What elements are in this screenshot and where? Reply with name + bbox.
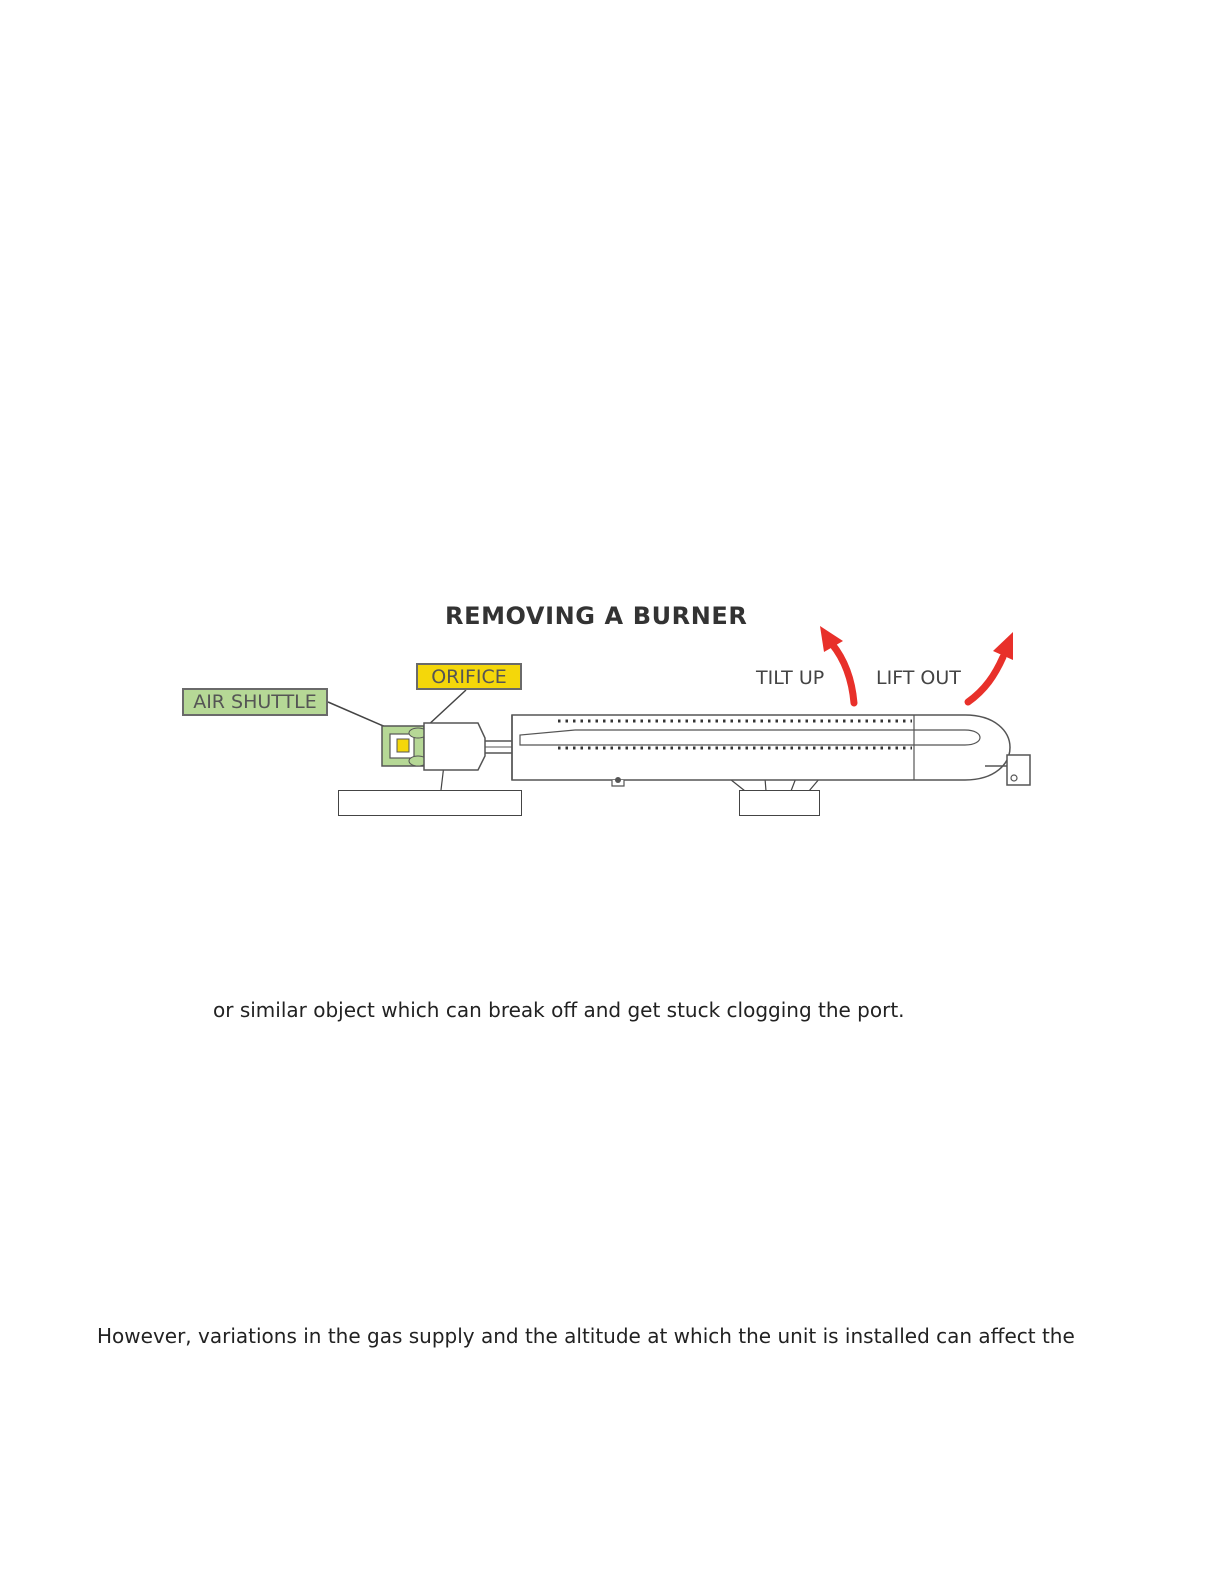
tilt-up-arrow <box>820 626 854 703</box>
tilt-up-label: TILT UP <box>756 667 825 689</box>
lift-out-arrow <box>968 632 1013 702</box>
diagram-title: REMOVING A BURNER <box>445 602 748 630</box>
lift-out-label: LIFT OUT <box>876 667 961 689</box>
body-text-line-1: or similar object which can break off and get stuck clogging the port. <box>213 998 905 1022</box>
orifice-part <box>397 739 409 752</box>
body-text-line-2: However, variations in the gas supply and the altitude at which the unit is installed can affect the <box>97 1324 1075 1348</box>
orifice-label: ORIFICE <box>416 663 522 690</box>
venturi-callout-box <box>338 790 522 816</box>
ports-callout-box <box>739 790 820 816</box>
venturi-tube <box>424 723 485 770</box>
air-shuttle-label: AIR SHUTTLE <box>182 688 328 716</box>
air-shuttle-leader <box>328 702 388 728</box>
